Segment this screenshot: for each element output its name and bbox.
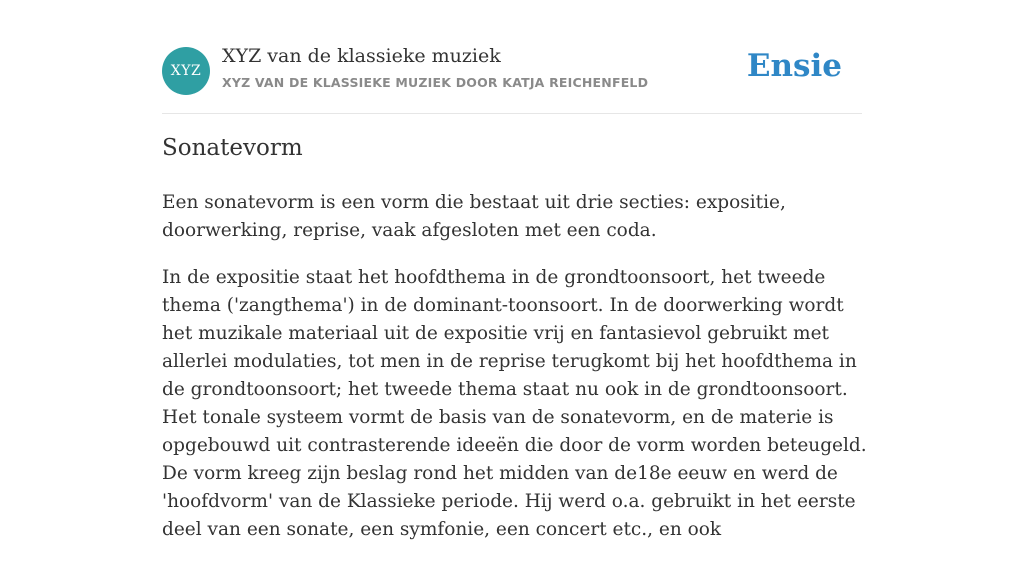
avatar[interactable]: XYZ [162, 47, 210, 95]
site-title-link[interactable]: XYZ van de klassieke muziek [222, 45, 501, 67]
site-subtitle: XYZ VAN DE KLASSIEKE MUZIEK DOOR KATJA REICHENFELD [222, 75, 649, 90]
article-body [162, 189, 867, 563]
site-header [162, 0, 862, 114]
article-paragraph: In de expositie staat het hoofdthema in de grondtoonsoort, het tweede thema ('zangthema') in de dominant-toonsoort. In de doorwerking wordt het muzikale materiaal uit de expositie vrij en fantasievol gebruikt met allerlei modulaties, tot men in de reprise terugkomt bij het hoofdthema in de grondtoonsoort; het tweede thema staat nu ook in de grondtoonsoort. Het tonale systeem vormt de basis van de sonatevorm, en de materie is opgebouwd uit contrasterende ideeën die door de vorm worden beteugeld. De vorm kreeg zijn beslag rond het midden van de18e eeuw en werd de 'hoofdvorm' van de Klassieke periode. Hij werd o.a. gebruikt in het eerste deel van een sonate, een symfonie, een concert etc., en ook [162, 267, 867, 540]
page-title: Sonatevorm [162, 135, 303, 161]
page-container [162, 0, 867, 540]
ensie-logo[interactable]: Ensie [746, 48, 842, 84]
article-paragraph: Een sonatevorm is een vorm die bestaat uit drie secties: expositie, doorwerking, reprise, vaak afgesloten met een coda. [162, 192, 786, 241]
